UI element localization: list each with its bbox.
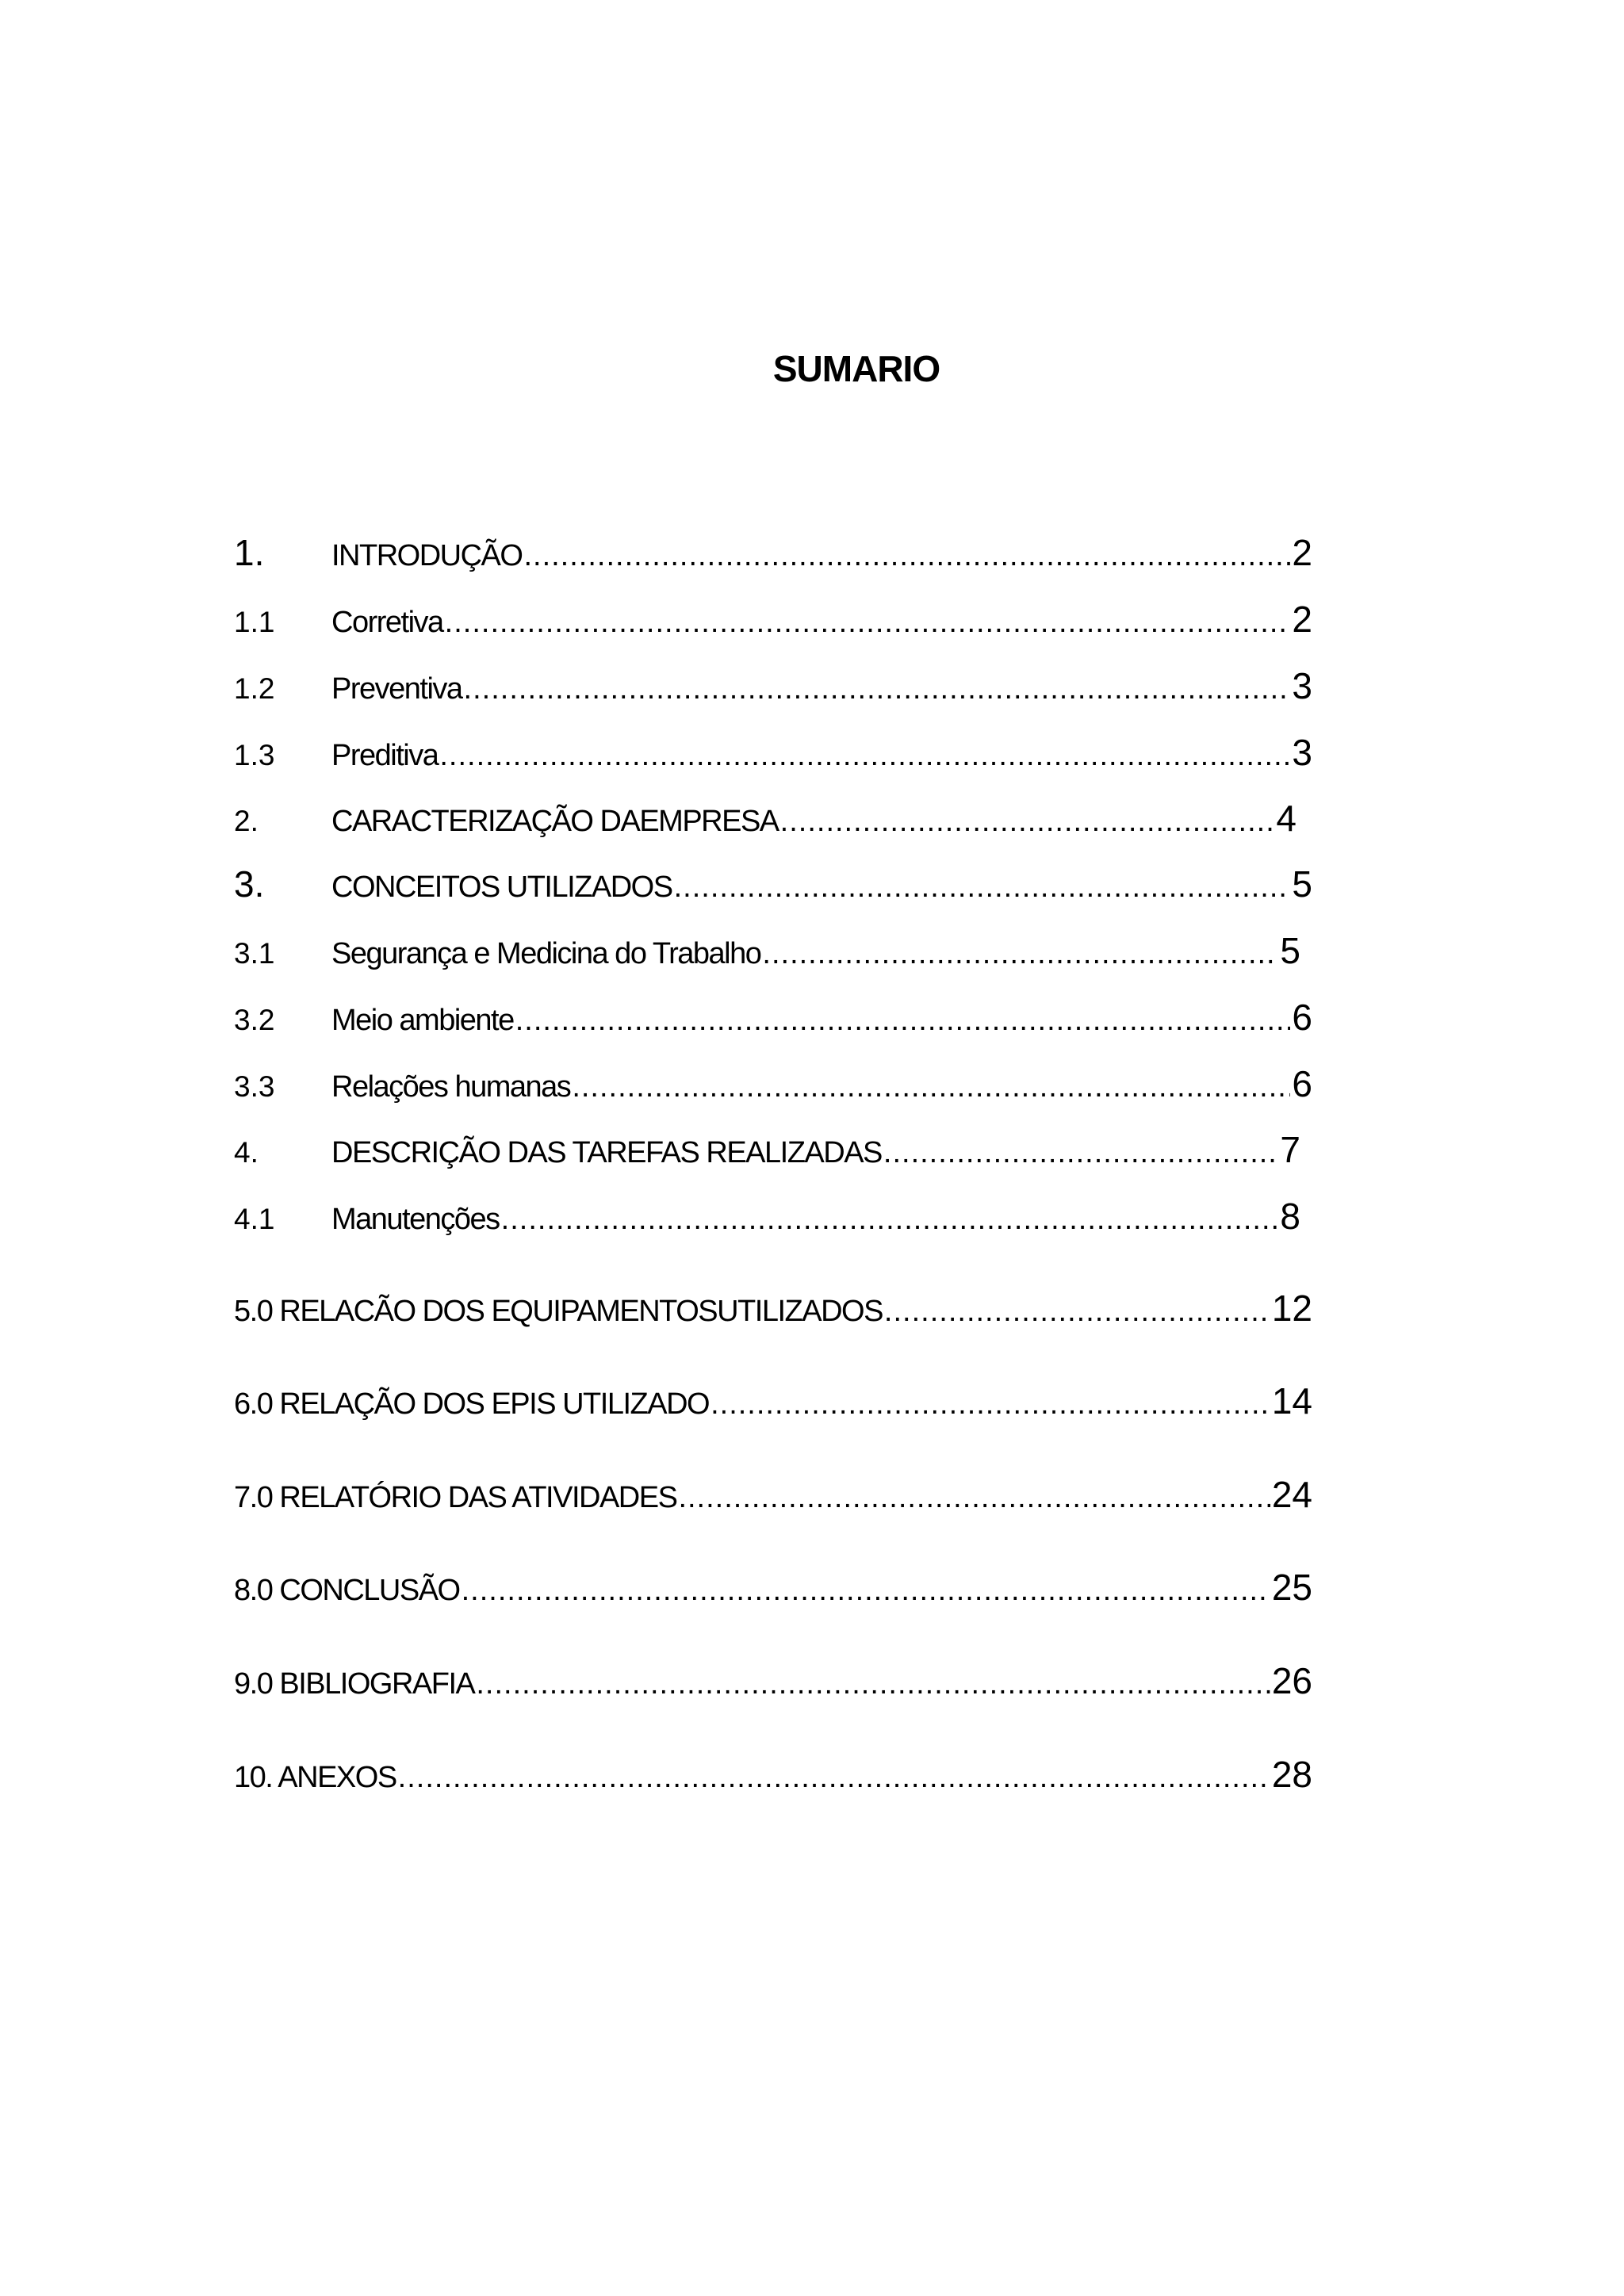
toc-entry-label: INTRODUÇÃO [331, 539, 523, 572]
toc-entry-label: CARACTERIZAÇÃO DAEMPRESA [331, 805, 779, 838]
toc-dot-leader [572, 1070, 1290, 1104]
toc-entry-page: 7 [1280, 1129, 1300, 1170]
toc-entry-preditiva[interactable] [234, 731, 1312, 779]
toc-dot-leader [501, 1203, 1279, 1237]
toc-dot-leader [883, 1136, 1279, 1170]
toc-entry-page: 6 [1292, 997, 1312, 1038]
toc-entry-page: 26 [1271, 1660, 1312, 1701]
toc-dot-leader [884, 1295, 1270, 1329]
toc-entry-seguranca[interactable] [234, 929, 1300, 977]
toc-dot-leader [678, 1481, 1270, 1515]
toc-entry-epis[interactable] [234, 1380, 1312, 1427]
toc-entry-page: 28 [1271, 1754, 1312, 1795]
toc-entry-page: 5 [1280, 930, 1300, 971]
toc-entry-manutencoes[interactable] [234, 1195, 1300, 1242]
toc-dot-leader [780, 805, 1275, 839]
toc-entry-label: DESCRIÇÃO DAS TAREFAS REALIZADAS [331, 1136, 882, 1169]
toc-entry-page: 8 [1280, 1196, 1300, 1237]
toc-entry-page: 3 [1292, 732, 1312, 773]
toc-entry-label: 8.0 CONCLUSÃO [234, 1574, 460, 1607]
toc-entry-label: 9.0 BIBLIOGRAFIA [234, 1667, 475, 1701]
toc-entry-label: Segurança e Medicina do Trabalho [331, 937, 761, 970]
toc-entry-label: Preditiva [331, 739, 439, 772]
toc-entry-number: 3. [234, 863, 265, 905]
toc-entry-page: 3 [1292, 665, 1312, 706]
toc-entry-page: 14 [1271, 1380, 1312, 1422]
page-title: SUMARIO [772, 348, 940, 389]
toc-entry-corretiva[interactable] [234, 598, 1312, 645]
toc-entry-number: 1.2 [234, 672, 275, 705]
toc-entry-number: 4.1 [234, 1203, 275, 1235]
toc-dot-leader [674, 871, 1291, 905]
toc-dot-leader [464, 672, 1291, 706]
toc-entry-label: 10. ANEXOS [234, 1761, 396, 1794]
toc-dot-leader [523, 539, 1290, 573]
toc-dot-leader [462, 1574, 1270, 1608]
toc-entry-page: 2 [1292, 532, 1312, 573]
toc-entry-number: 4. [234, 1136, 259, 1169]
toc-entry-preventiva[interactable] [234, 664, 1312, 712]
toc-dot-leader [762, 937, 1278, 971]
toc-entry-number: 1.3 [234, 739, 275, 771]
toc-entry-caracterizacao[interactable] [234, 797, 1297, 844]
toc-entry-label: 5.0 RELACÃO DOS EQUIPAMENTOSUTILIZADOS [234, 1295, 883, 1328]
toc-entry-relacoes-humanas[interactable] [234, 1062, 1312, 1110]
toc-entry-number: 1. [234, 532, 265, 573]
toc-entry-label: CONCEITOS UTILIZADOS [331, 871, 672, 904]
toc-entry-bibliografia[interactable] [234, 1659, 1312, 1707]
toc-entry-label: Meio ambiente [331, 1004, 514, 1037]
toc-entry-anexos[interactable] [234, 1753, 1312, 1800]
toc-entry-label: Preventiva [331, 672, 462, 706]
toc-entry-page: 6 [1292, 1063, 1312, 1104]
toc-dot-leader [710, 1387, 1270, 1422]
toc-entry-label: Relações humanas [331, 1070, 571, 1104]
toc-entry-label: Corretiva [331, 606, 443, 639]
toc-entry-introducao[interactable] [234, 531, 1312, 579]
toc-entry-page: 4 [1276, 798, 1297, 839]
toc-dot-leader [445, 606, 1291, 640]
toc-entry-relatorio-atividades[interactable] [234, 1473, 1312, 1521]
toc-entry-number: 1.1 [234, 606, 275, 638]
toc-entry-page: 5 [1292, 863, 1312, 905]
toc-entry-page: 2 [1292, 599, 1312, 640]
toc-entry-number: 3.2 [234, 1004, 275, 1036]
toc-entry-equipamentos[interactable] [234, 1287, 1312, 1334]
toc-entry-number: 3.3 [234, 1070, 275, 1103]
toc-dot-leader [398, 1761, 1270, 1795]
toc-entry-label: 6.0 RELAÇÃO DOS EPIS UTILIZADO [234, 1387, 710, 1421]
toc-dot-leader [515, 1004, 1291, 1038]
toc-entry-label: 7.0 RELATÓRIO DAS ATIVIDADES [234, 1481, 677, 1514]
toc-entry-page: 24 [1271, 1474, 1312, 1515]
toc-entry-meio-ambiente[interactable] [234, 996, 1312, 1043]
toc-entry-page: 12 [1271, 1288, 1312, 1329]
toc-entry-page: 25 [1271, 1567, 1312, 1608]
toc-entry-number: 3.1 [234, 937, 275, 970]
toc-dot-leader [476, 1667, 1270, 1701]
toc-entry-conclusao[interactable] [234, 1566, 1312, 1613]
toc-entry-conceitos[interactable] [234, 863, 1312, 910]
toc-entry-label: Manutenções [331, 1203, 500, 1236]
toc-dot-leader [439, 739, 1290, 773]
toc-entry-number: 2. [234, 805, 259, 837]
toc-entry-descricao-tarefas[interactable] [234, 1128, 1300, 1176]
